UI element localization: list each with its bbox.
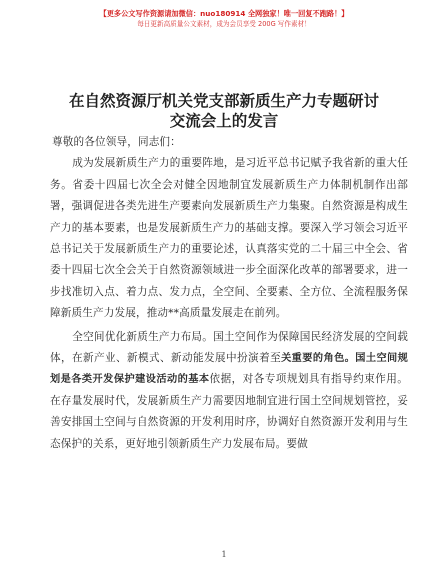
paragraph-2-bold: 关重要的角色。国土空间规划是各类开发保护建设活动的基本 [50, 353, 408, 386]
paragraph-1: 成为发展新质生产力的重要阵地，是习近平总书记赋予我省新的重大任务。省委十四届七次全会对健全因地制宜发展新质生产力体制机制作出部署，强调促进各类先进生产要素向发展新质生产力集聚。自然资源是构成生产力的基本要素，也是发展新质生产力的基础支撑。要深入学习领会习近平总书记关于发展新质生产力的重要论述，认真落实党的二十届三中全会、省委十四届七次全会关于自然资源领域进一步全面深化改革的部署要求，进一步找准切入点、着力点、发力点，全空间、全要素、全方位、全流程服务保障新质生产力发展，推动**高质量发展走在前列。 [50, 157, 408, 320]
document-title-line-1: 在自然资源厅机关党支部新质生产力专题研讨 [68, 92, 379, 110]
promo-banner-line-2: 每日更新高质量公文素材，成为会员享受 200G 写作素材！ [137, 20, 311, 28]
greeting: 尊敬的各位领导，同志们： [52, 136, 181, 148]
promo-banner [0, 8, 448, 29]
paragraph-2-lead: 全空间优化新质生产力布局。国土空间作为保障国民经济发展的空间载体，在新产业、新模式、新动能发展中扮演着至 [50, 330, 408, 365]
paragraph-2-rest: 依据，对各专项规划具有指导约束作用。在存量发展时代，发展新质生产力需要因地制宜进行国土空间规划管控，妥善安排国土空间与自然资源的开发利用时序，协调好自然资源开发利用与生态保护的关系，更好地引领新质生产力发展布局。要做 [50, 373, 409, 450]
document-body [50, 132, 408, 455]
document-title-line-2: 交流会上的发言 [169, 112, 279, 130]
document-title [40, 91, 408, 131]
promo-banner-line-1: 【更多公文写作资源请加微信：nuo180914 全网独家！唯一回复不跑路！】 [99, 9, 349, 18]
paragraph-2 [50, 327, 408, 455]
page-number: 1 [221, 550, 227, 559]
